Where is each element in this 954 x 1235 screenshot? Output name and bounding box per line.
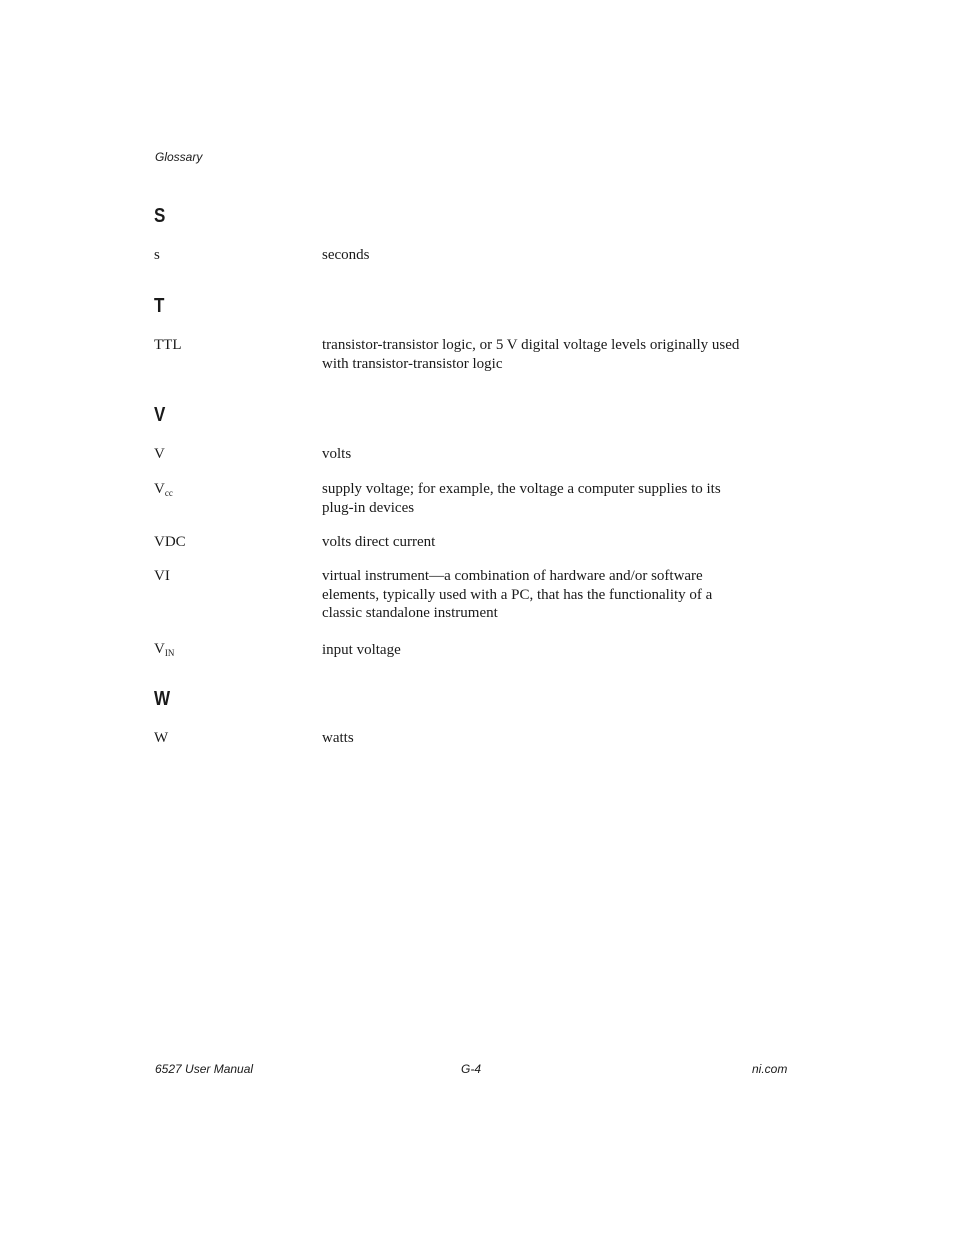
glossary-term: TTL	[154, 337, 182, 353]
definition-line: with transistor-transistor logic	[322, 355, 503, 372]
term-subscript: IN	[164, 648, 175, 658]
footer-manual-title: 6527 User Manual	[155, 1062, 254, 1076]
section-heading-t: T	[154, 295, 165, 317]
glossary-definition: watts	[322, 730, 354, 746]
glossary-term	[154, 480, 173, 503]
definition-line: plug-in devices	[322, 499, 415, 516]
footer-page-number: G-4	[461, 1062, 482, 1076]
running-header: Glossary	[155, 150, 203, 164]
definition-line: supply voltage; for example, the voltage a computer supplies to its	[322, 481, 721, 497]
glossary-term: VI	[154, 568, 170, 584]
glossary-definition: seconds	[322, 247, 370, 263]
definition-line: classic standalone instrument	[322, 605, 498, 621]
section-heading-v: V	[154, 404, 166, 426]
term-main: V	[154, 481, 165, 497]
glossary-definition: volts direct current	[322, 534, 436, 550]
glossary-term: VDC	[154, 534, 186, 550]
glossary-definition	[322, 567, 762, 623]
term-main: V	[154, 641, 165, 657]
definition-line: elements, typically used with a PC, that has the functionality of a	[322, 586, 713, 603]
glossary-definition	[322, 336, 762, 373]
glossary-definition: input voltage	[322, 642, 401, 658]
glossary-definition: volts	[322, 446, 352, 462]
section-heading-w: W	[154, 688, 171, 710]
glossary-term	[154, 640, 174, 663]
glossary-term: s	[154, 247, 160, 263]
definition-line: transistor-transistor logic, or 5 V digital voltage levels originally used	[322, 337, 740, 353]
glossary-term: W	[154, 730, 169, 746]
glossary-term: V	[154, 446, 165, 462]
glossary-definition	[322, 480, 762, 517]
term-subscript: cc	[164, 488, 173, 498]
section-heading-s: S	[154, 205, 166, 227]
footer-website: ni.com	[752, 1062, 788, 1076]
definition-line: virtual instrument—a combination of hardware and/or software	[322, 568, 703, 584]
